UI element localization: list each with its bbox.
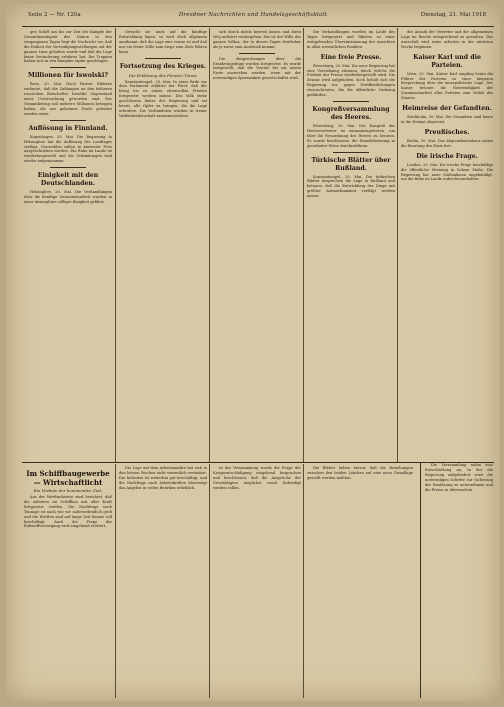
article-text: Die Verhandlungen wurden im Laufe des Tages fortgesetzt und führten zu einer weitgehenden Übereinstimmung der Ansichten in allen wesentlichen Punkten. — [307, 30, 395, 49]
column-rule — [397, 28, 398, 462]
column-rule — [303, 28, 304, 462]
headline-fortsetzung: Fortsetzung des Krieges. — [119, 62, 207, 70]
column-rule — [303, 464, 304, 698]
headline-schiffbau: Im Schiffbaugewerbe — Wirtschaftlicht — [26, 469, 110, 487]
article-text: Helsingfors, 20. Mai. Die Verhandlungen über die künftige Zusammenarbeit wurden in einer Atmosphäre völliger Einigkeit geführt. — [24, 190, 112, 204]
column-4 — [307, 30, 395, 460]
article-text: Konstantinopel, 20. Mai. In einer Rede vor dem Parlament erklärte der Fürst, daß der Krieg bis zu einem ehrenvollen Frieden fortgesetzt werden müsse. Das Volk stehe geschlossen hinter der Regierung und sei bereit, alle Opfer zu bringen, die die Lage erfordere. Die Verbündeten würden in treuer Waffenbrüderschaft zusammenstehen. — [119, 79, 207, 118]
headline-irische: Die irische Frage. — [416, 152, 478, 160]
lower-column-2 — [119, 466, 207, 698]
headline-einigkeit: Einigkeit mit den Deutschlanden. — [37, 172, 99, 188]
lower-column-1 — [24, 466, 112, 698]
article-text: gen Schiff aus bis zur Zeit der Kämpfe der Gesamtkontingent der Nation in den vergangenen Tagen liegt die Nachricht vor, daß die Einheit der Verteidigungsstellungen auf der ganzen Linie gehalten wurde und daß die Lage keine Veränderung erfahren hat. Die Truppen haben sich in den Kämpfen tapfer geschlagen. — [24, 30, 112, 64]
headline-kaiser: Kaiser Karl und die Parteien. — [413, 53, 481, 69]
column-rule — [115, 28, 116, 462]
column-rule — [209, 464, 210, 698]
article-text: Petersburg, 20. Mai. Die neue Regierung hat eine Verordnung erlassen, durch welche die Freiheit der Presse wiederhergestellt wird. Die Zensur wird aufgehoben, doch behält sich die Regierung vor, gegen Veröffentlichungen einzuschreiten, die die öffentliche Ordnung gefährden. — [307, 63, 395, 98]
article-text: Berlin, 20. Mai. Das Abgeordnetenhaus setzte die Beratung des Etats fort. — [401, 138, 493, 148]
newspaper-page — [6, 4, 500, 701]
separator — [333, 101, 369, 102]
headline-iswolski: Millionen für Iswolski? — [28, 72, 108, 80]
headline-heimreise: Heimreise der Gefandten. — [402, 105, 492, 113]
headline-preussen: Preußisches. — [424, 128, 470, 136]
column-5 — [401, 30, 493, 460]
headline-freie-presse: Eine freie Presse. — [320, 53, 382, 61]
lower-right-box — [420, 463, 493, 698]
subheadline-fortsetzung: Die Erklärung des Fürsten Tinow. — [128, 72, 198, 78]
separator — [50, 120, 86, 121]
newspaper-title: Dresdner Nachrichten und Handelsgeschäftsblatt — [178, 12, 328, 18]
separator — [145, 58, 181, 59]
column-1 — [24, 30, 112, 460]
headline-tuerkische: Türkische Blätter über Rußland. — [311, 156, 391, 172]
article-text: Konstantinopel, 20. Mai. Die türkischen Blätter besprechen die Lage in Rußland und betonen, daß die Entwicklung der Dinge mit größter Aufmerksamkeit verfolgt werden müsse. — [307, 174, 395, 199]
article-text: Aus der Werftindustrie wird berichtet, daß die Arbeiten im Schiffbau mit aller Kraft fortgesetzt werden. Die Nachfrage nach Tonnage ist nach wie vor außerordentlich groß und die Werften sind auf lange Zeit hinaus voll beschäftigt. Auch die Frage der Rohstoffversorgung wird eingehend erörtert. — [24, 495, 112, 529]
separator — [50, 167, 86, 168]
article-text: Bern, 20. Mai. Nach Pariser Blättern verlautet, daß die Zahlungen an den früheren russischen Botschafter Iswolski Gegenstand einer Untersuchung geworden sind. Der Gesamtbetrag soll mehrere Millionen betragen haben, die aus geheimen Fonds geleistet worden seien. — [24, 82, 112, 116]
article-text: London, 20. Mai. Die irische Frage beschäftigt die öffentliche Meinung in hohem Maße. Die Regierung hat neue Maßnahmen angekündigt, um die Ruhe im Lande aufrechtzuerhalten. — [401, 162, 493, 182]
column-rule — [209, 28, 210, 462]
header-rule — [22, 26, 494, 27]
separator — [50, 67, 86, 68]
column-2 — [119, 30, 207, 460]
article-text: In der Versammlung wurde die Frage der Kriegsentschädigung eingehend besprochen und beschlossen, daß die Ansprüche der Geschädigten möglichst rasch befriedigt werden sollen. — [213, 466, 301, 490]
article-text: Die Lage auf dem Arbeitsmarkte hat sich in den letzten Wochen nicht wesentlich verändert. Die Industrie ist weiterhin gut beschäftigt, und die Nachfrage nach Arbeitskräften übersteigt das Angebot in vielen Bezirken erheblich. — [119, 466, 207, 490]
article-text: Gewicht sie auch auf die künftige Entwicklung legen, so wird doch allgemein anerkannt, daß die Lage eine ernste ist und daß nur ein fester Wille zum Siege zum Ziele führen kann. — [119, 30, 207, 54]
article-text: Die Versammlung nahm eine Entschließung an, in der die Regierung aufgefordert wird, die notwendigen Schritte zur Sicherung der Ernährung zu unternehmen und die Preise zu überwachen. — [425, 463, 493, 492]
article-text: Petersburg, 20. Mai. Der Kongreß der Heeresvertreter ist zusammengetreten, um über die Neuordnung des Heeres zu beraten. Es wurde beschlossen, die Demobilisierung in geordneter Weise durchzuführen. — [307, 123, 395, 148]
page-label: Seite 2 — Nr. 120a — [28, 12, 81, 18]
article-text: sich durch nichts beirren lassen und ihren Weg unbeirrt weitergehen. Das ist der Wille des ganzen Volkes, der in diesen Tagen deutlicher als je zuvor zum Ausdruck kommt. — [213, 30, 301, 49]
column-3 — [213, 30, 301, 460]
column-rule — [115, 464, 116, 698]
separator — [333, 152, 369, 153]
headline-finnland: Auflösung in Finnland. — [28, 124, 108, 132]
lower-column-4 — [307, 466, 413, 698]
article-text: Die Blätter heben hervor, daß die Beziehungen zwischen den beiden Ländern auf eine neue Grundlage gestellt werden müßten. — [307, 466, 413, 480]
article-text: Stockholm, 20. Mai. Die Gesandten sind heute in die Heimat abgereist. — [401, 115, 493, 124]
lower-column-5 — [425, 463, 493, 695]
running-header — [6, 4, 500, 26]
issue-date: Dienstag, 21. Mai 1918 — [420, 12, 486, 18]
subheadline-schiffbau: Ein Vorbote der kommenden Zeit. — [33, 488, 103, 493]
lower-column-3 — [213, 466, 301, 698]
article-text: der Anzahl der Vertreter und der allgemeinen Lage im Reiche entsprechend zu gestalten. Der Ausschuß wird seine Arbeiten in der nächsten Woche beginnen. — [401, 30, 493, 49]
headline-kongress: Kongreßversammlung des Heeres. — [312, 105, 390, 121]
article-text: Wien, 20. Mai. Kaiser Karl empfing heute die Führer der Parteien zu einer längeren Besprechung über die innerpolitische Lage. Der Kaiser betonte die Notwendigkeit der Zusammenarbeit aller Parteien zum Wohle des Staates. — [401, 71, 493, 101]
article-text: Die Besprechungen über die Ernährungsfrage wurden fortgesetzt. Es wurde festgestellt, daß die Vorräte bis zur neuen Ernte ausreichen werden, wenn mit der notwendigen Sparsamkeit gewirtschaftet wird. — [213, 56, 301, 81]
article-text: Kopenhagen, 20. Mai. Die Regierung in Helsingfors hat die Auflösung des Landtages verfügt. Neuwahlen sollen in kürzester Frist ausgeschrieben werden. Die Ruhe im Lande ist wiederhergestellt und die Verbindungen sind wieder aufgenommen. — [24, 134, 112, 164]
separator — [239, 53, 275, 54]
